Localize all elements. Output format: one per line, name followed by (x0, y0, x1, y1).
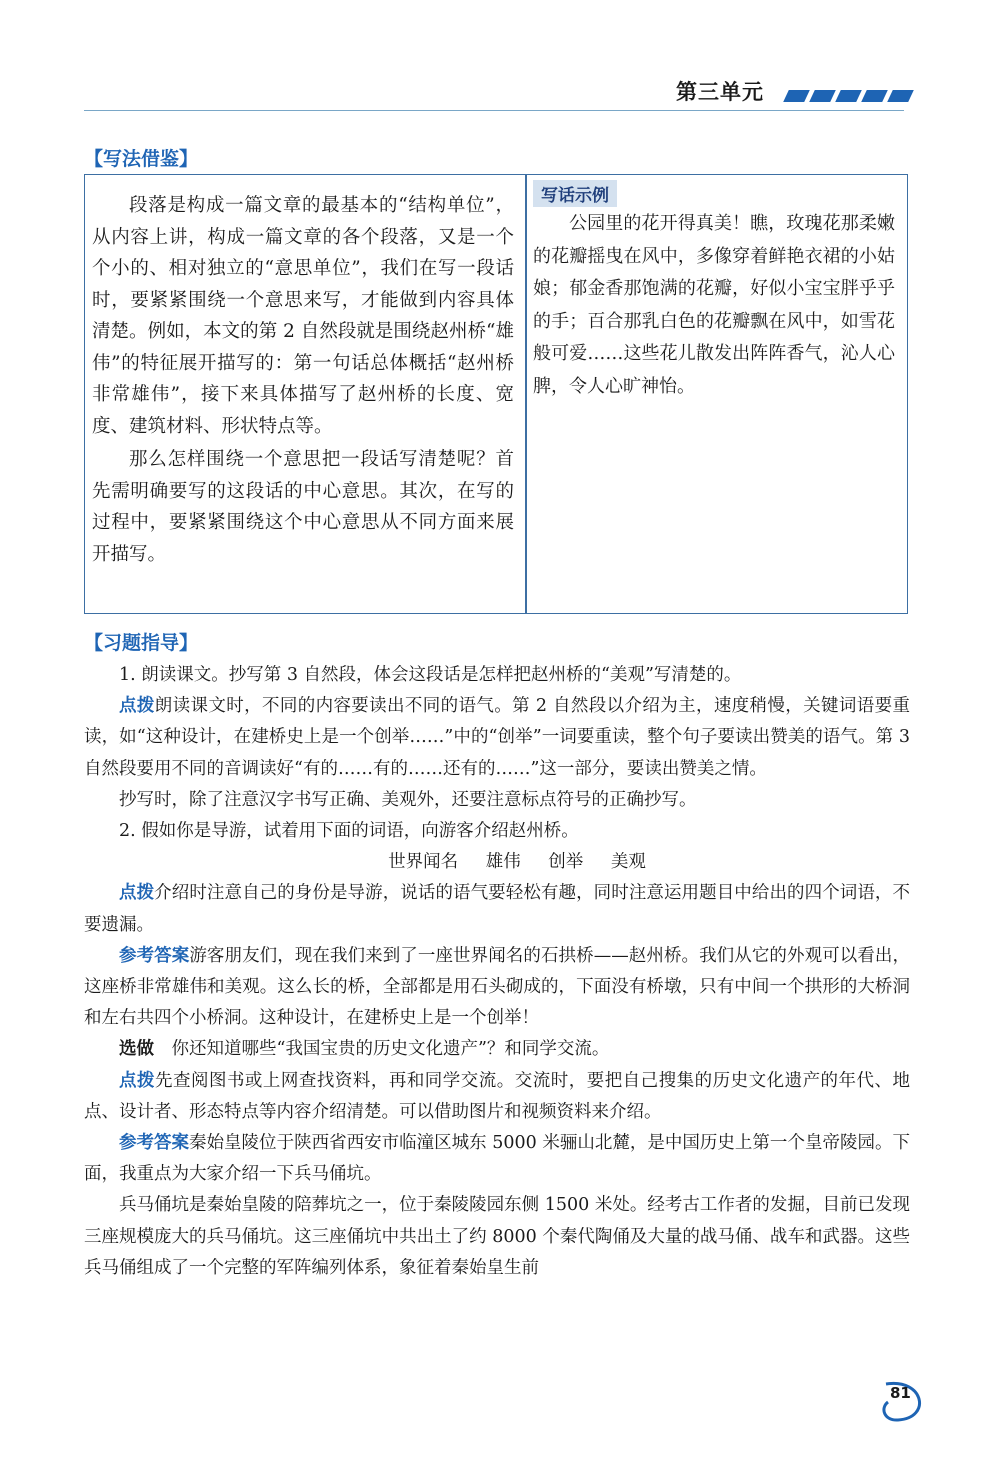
example-text: 公园里的花开得真美！瞧，玫瑰花那柔嫩的花瓣摇曳在风中，多像穿着鲜艳衣裙的小姑娘；郁金香那饱满的花瓣，好似小宝宝胖乎乎的手；百合那乳白色的花瓣飘在风中，如雪花般可爱……这些花儿散发出阵阵香气，沁人心脾，令人心旷神怡。 (533, 213, 895, 397)
question-1-note: 抄写时，除了注意汉字书写正确、美观外，还要注意标点符号的正确抄写。 (119, 789, 697, 810)
question-2-words: 世界闻名 雄伟 创举 美观 (388, 852, 646, 873)
header-rule (84, 110, 904, 111)
page-number-badge (878, 1378, 928, 1424)
question-1: 1. 朗读课文。抄写第 3 自然段，体会这段话是怎样把赵州桥的“美观”写清楚的。 (119, 665, 742, 685)
writing-heading: 【写法借鉴】 (84, 148, 199, 170)
exercises-heading: 【习题指导】 (84, 632, 199, 654)
answer-text: 游客朋友们，现在我们来到了一座世界闻名的石拱桥——赵州桥。我们从它的外观可以看出，这座桥非常雄伟和美观。这么长的桥，全部都是用石头砌成的，下面没有桥墩，只有中间一个拱形的大桥洞和左右共四个小桥洞。这种设计，在建桥史上是一个创举！ (84, 945, 910, 1029)
question-1-tip (84, 691, 910, 785)
tip-label: 点拨 (119, 883, 155, 904)
unit-title: 第三单元 (676, 80, 764, 104)
tip-text: 介绍时注意自己的身份是导游，说话的语气要轻松有趣，同时注意运用题目中给出的四个词语，不要遗漏。 (84, 883, 911, 935)
question-2-answer (84, 941, 910, 1035)
question-2-tip (84, 878, 910, 940)
tip-text: 朗读课文时，不同的内容要读出不同的语气。第 2 自然段以介绍为主，速度稍慢，关键词语要重读，如“这种设计，在建桥史上是一个创举……”中的“创举”一词要重读，整个句子要读出赞美的语气。第 3 自然段要用不同的音调读好“有的……有的……还有的……”这一部分，要读出赞美之情。 (84, 696, 911, 779)
optional-label: 选做 (119, 1039, 154, 1060)
writing-explanation (92, 190, 514, 570)
question-2: 2. 假如你是导游，试着用下面的词语，向游客介绍赵州桥。 (119, 821, 579, 842)
optional-answer (84, 1128, 910, 1190)
answer-label: 参考答案 (119, 1133, 190, 1154)
optional-question (84, 1034, 910, 1065)
unit-decoration (786, 90, 911, 102)
optional-text: 你还知道哪些“我国宝贵的历史文化遗产”？和同学交流。 (171, 1039, 610, 1060)
optional-answer-continued: 兵马俑坑是秦始皇陵的陪葬坑之一，位于秦陵陵园东侧 1500 米处。经考古工作者的发掘，目前已发现三座规模庞大的兵马俑坑。这三座俑坑中共出土了约 8000 个秦代陶俑及大量的战马俑、战车和武器。这些兵马俑组成了一个完整的军阵编列体系，象征着秦始皇生前 (84, 1195, 910, 1278)
tip-label: 点拨 (119, 696, 155, 717)
writing-paragraph: 段落是构成一篇文章的最基本的“结构单位”，从内容上讲，构成一篇文章的各个段落，又是一个个小的、相对独立的“意思单位”，我们在写一段话时，要紧紧围绕一个意思来写，才能做到内容具体清楚。例如，本文的第 2 自然段就是围绕赵州桥“雄伟”的特征展开描写的：第一句话总体概括“赵州桥非常雄伟”，接下来具体描写了赵州桥的长度、宽度、建筑材料、形状特点等。 (92, 195, 514, 437)
answer-label: 参考答案 (119, 945, 190, 966)
page-number: 81 (890, 1384, 911, 1402)
writing-paragraph: 那么怎样围绕一个意思把一段话写清楚呢？首先需明确要写的这段话的中心意思。其次，在写的过程中，要紧紧围绕这个中心意思从不同方面来展开描写。 (92, 449, 514, 565)
tip-label: 点拨 (119, 1070, 155, 1091)
writing-example (533, 208, 895, 403)
optional-tip (84, 1066, 910, 1128)
writing-box-divider (525, 174, 527, 613)
example-label: 写话示例 (533, 180, 617, 207)
tip-text: 先查阅图书或上网查找资料，再和同学交流。交流时，要把自己搜集的历史文化遗产的年代、地点、设计者、形态特点等内容介绍清楚。可以借助图片和视频资料来介绍。 (84, 1070, 911, 1122)
exercises-body (84, 660, 910, 1284)
answer-text: 秦始皇陵位于陕西省西安市临潼区城东 5000 米骊山北麓，是中国历史上第一个皇帝陵园。下面，我重点为大家介绍一下兵马俑坑。 (84, 1133, 910, 1185)
